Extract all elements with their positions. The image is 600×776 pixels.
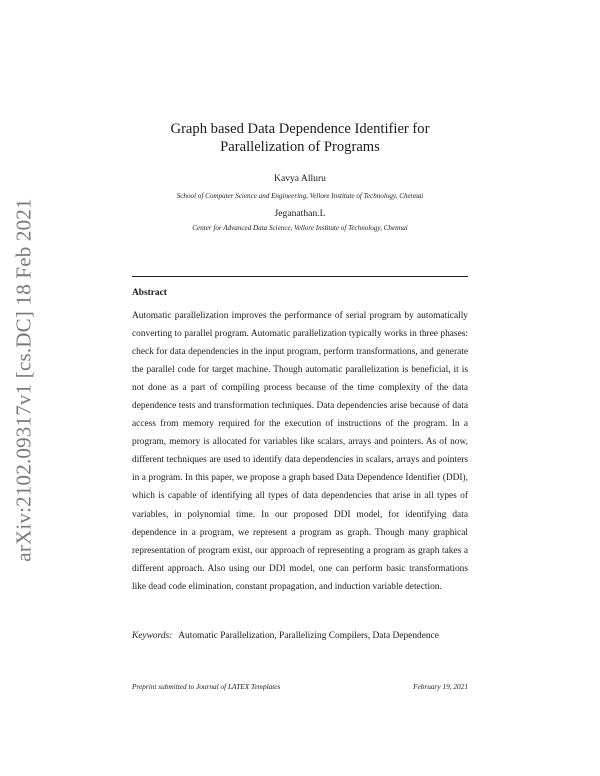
keywords [132,627,468,645]
author-name-2: Jeganathan.L [274,208,326,219]
keywords-label: Keywords: [132,631,173,641]
paper-title-line-2: Parallelization of Programs [220,139,380,155]
author-affiliation-1: School of Computer Science and Engineering, Vellore Institute of Technology, Chennai [176,192,424,200]
arxiv-identifier: arXiv:2102.09317v1 [cs.DC] 18 Feb 2021 [11,198,36,562]
author-name-1: Kavya Alluru [274,173,326,184]
paper-title [132,120,468,156]
abstract-top-rule [132,276,468,277]
abstract-heading: Abstract [132,288,167,298]
footer-preprint-note: Preprint submitted to Journal of LATEX Templates [132,682,281,691]
author-affiliation-2: Center for Advanced Data Science, Vellore Institute of Technology, Chennai [192,224,408,232]
paper-title-line-1: Graph based Data Dependence Identifier for [170,121,430,137]
abstract-body: Automatic parallelization improves the performance of serial program by automatically converting to parallel program. Automatic parallelization typically works in three phases: check for data dependencies in the input program, perform transformations, and generate the parallel code for target machine. Though automatic parallelization is beneficial, it is not done as a part of compiling process because of the time complexity of the data dependence tests and transformation techniques. Data dependencies arise because of data access from memory required for the execution of instructions of the program. In a program, memory is allocated for variables like scalars, arrays and pointers. As of now, different techniques are used to identify data dependencies in scalars, arrays and pointers in a program. In this paper, we propose a graph based Data Dependence Identifier (DDI), which is capable of identifying all types of data dependencies that arise in all types of variables, in polynomial time. In our proposed DDI model, for identifying data dependence in a program, we represent a program as graph. Though many graphical representation of program exist, our approach of representing a program as graph takes a different approach. Also using our DDI model, one can perform basic transformations like dead code elimination, constant propagation, and induction variable detection. [132,311,468,592]
arxiv-identifier-sidebar [6,200,42,560]
footer-date: February 19, 2021 [413,682,468,691]
keywords-text: Automatic Parallelization, Parallelizing Compilers, Data Dependence [178,631,439,641]
